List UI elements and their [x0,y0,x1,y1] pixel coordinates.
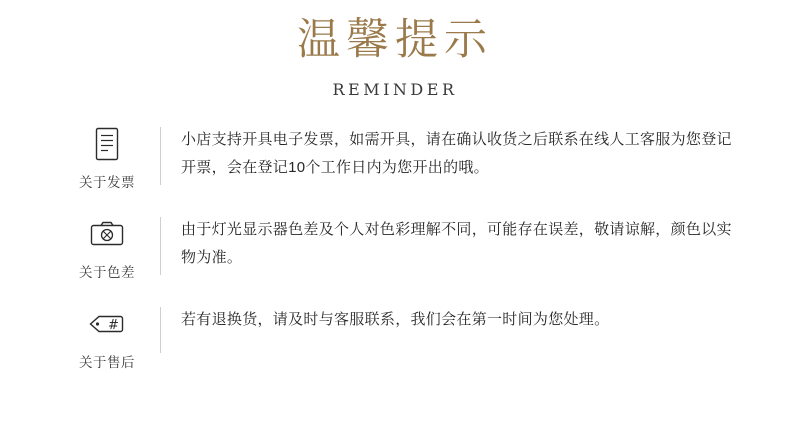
item-text: 由于灯光显示器色差及个人对色彩理解不同，可能存在误差，敬请谅解，颜色以实物为准。 [181,220,732,266]
camera-color-icon [85,215,129,253]
item-label: 关于色差 [79,264,135,280]
page-subtitle: REMINDER [332,79,458,99]
item-divider [160,217,161,275]
item-icon-group [62,215,152,281]
item-divider [160,307,161,353]
item-label: 关于售后 [79,354,135,370]
reminder-list [0,125,790,371]
svg-text:#: # [108,317,119,333]
item-icon-group [62,125,152,191]
list-item [62,215,732,281]
item-divider [160,127,161,185]
list-item [62,305,732,371]
item-text: 若有退换货，请及时与客服联系，我们会在第一时间为您处理。 [181,310,610,328]
list-item [62,125,732,191]
item-icon-group [62,305,152,371]
item-text: 小店支持开具电子发票，如需开具，请在确认收货之后联系在线人工客服为您登记开票，会在登记10个工作日内为您开出的哦。 [181,130,732,176]
item-label: 关于发票 [79,174,135,190]
invoice-document-icon [85,125,129,163]
page-header [0,0,790,99]
page-title: 温馨提示 [297,15,493,65]
price-tag-icon [85,305,129,343]
